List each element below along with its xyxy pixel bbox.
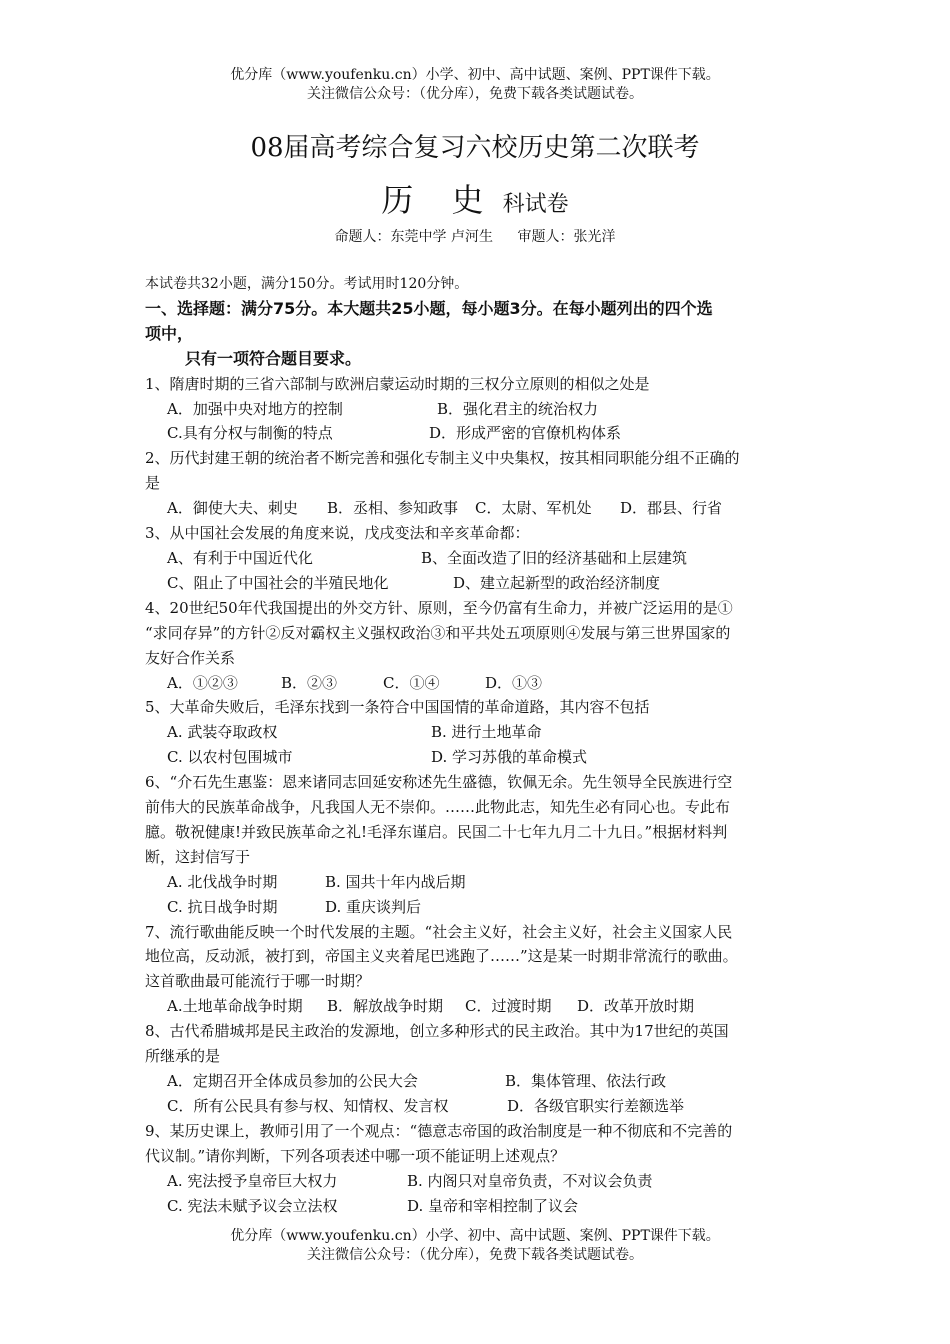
- question-3-stem: 3、从中国社会发展的角度来说，戊戌变法和辛亥革命都：: [145, 524, 530, 543]
- q7-option-c: C．过渡时期: [465, 997, 552, 1016]
- question-9-options-row-2: [145, 1194, 810, 1219]
- section-heading-b: 项中，: [145, 323, 194, 343]
- q6-option-a: A. 北伐战争时期: [167, 872, 278, 891]
- q9-option-b: B. 内阁只对皇帝负责，不对议会负责: [407, 1171, 653, 1190]
- question-9-stem-b: 代议制。”请你判断，下列各项表述中哪一项不能证明上述观点？: [145, 1146, 566, 1165]
- q4-option-d: D．①③: [485, 673, 543, 692]
- question-6-stem-c: 臆。敬祝健康!并致民族革命之礼!毛泽东谨启。民国二十七年九月二十九日。”根据材料判: [145, 822, 728, 841]
- reviewer: 审题人：张光洋: [517, 229, 616, 245]
- q5-option-c: C. 以农村包围城市: [167, 748, 293, 767]
- q3-option-d: D、建立起新型的政治经济制度: [453, 573, 661, 592]
- question-4-stem-c: 友好合作关系: [145, 648, 236, 667]
- header-line-2: 关注微信公众号：（优分库），免费下载各类试题试卷。: [307, 86, 643, 102]
- page-footer: [0, 1227, 950, 1265]
- q2-option-c: C．太尉、军机处: [475, 499, 592, 518]
- exam-content: [145, 272, 810, 1218]
- question-3-options-row-1: [145, 546, 810, 571]
- subject-suffix: 科试卷: [502, 192, 569, 217]
- q7-option-b: B．解放战争时期: [327, 997, 444, 1016]
- question-2-options: [145, 496, 810, 521]
- q4-option-b: B．②③: [281, 673, 338, 692]
- section-heading-a: 一、选择题：满分75分。本大题共25小题，每小题3分。在每小题列出的四个选: [145, 298, 713, 318]
- question-1-options-row-1: [145, 397, 810, 422]
- q8-option-a: A．定期召开全体成员参加的公民大会: [167, 1072, 418, 1090]
- q9-option-a: A. 宪法授予皇帝巨大权力: [167, 1171, 338, 1190]
- q6-option-c: C. 抗日战争时期: [167, 897, 278, 916]
- question-2-stem-a: 2、历代封建王朝的统治者不断完善和强化专制主义中央集权，按其相同职能分组不正确的: [145, 449, 740, 468]
- question-9-stem-a: 9、某历史课上，教师引用了一个观点：“德意志帝国的政治制度是一种不彻底和不完善的: [145, 1121, 733, 1140]
- question-6-stem-d: 断，这封信写于: [145, 847, 251, 866]
- q6-option-b: B. 国共十年内战后期: [325, 872, 466, 891]
- header-line-1: 优分库（www.youfenku.cn）小学、初中、高中试题、案例、PPT课件下载。: [230, 67, 720, 83]
- q3-option-b: B、全面改造了旧的经济基础和上层建筑: [421, 548, 688, 567]
- question-5-options-row-2: [145, 745, 810, 770]
- q5-option-a: A. 武装夺取政权: [167, 723, 278, 742]
- section-heading-c: 只有一项符合题目要求。: [185, 348, 362, 368]
- author-line: [0, 228, 950, 246]
- author: 命题人：东莞中学 卢河生: [334, 229, 493, 245]
- q1-option-b: B．强化君主的统治权力: [437, 399, 599, 418]
- question-8-stem-a: 8、古代希腊城邦是民主政治的发源地，创立多种形式的民主政治。其中为17世纪的英国: [145, 1022, 729, 1041]
- q4-option-c: C．①④: [383, 673, 440, 692]
- page-header: [0, 66, 950, 104]
- q3-option-c: C、阻止了中国社会的半殖民地化: [167, 573, 389, 592]
- q5-option-d: D. 学习苏俄的革命模式: [431, 748, 588, 767]
- question-6-stem-b: 前伟大的民族革命战争，凡我国人无不崇仰。……此物此志，知先生必有同心也。专此布: [145, 798, 731, 817]
- question-8-options-row-1: [145, 1069, 810, 1094]
- q1-option-c: C.具有分权与制衡的特点: [167, 424, 333, 443]
- q1-option-a: A．加强中央对地方的控制: [167, 399, 343, 418]
- q9-option-d: D. 皇帝和宰相控制了议会: [407, 1196, 579, 1215]
- question-9-options-row-1: [145, 1169, 810, 1194]
- question-5-stem: 5、大革命失败后，毛泽东找到一条符合中国国情的革命道路，其内容不包括: [145, 698, 650, 717]
- question-7-options: [145, 994, 810, 1019]
- exam-title: 08届高考综合复习六校历史第二次联考: [250, 133, 700, 163]
- q5-option-b: B. 进行土地革命: [431, 723, 542, 742]
- q8-option-c: C．所有公民具有参与权、知情权、发言权: [167, 1096, 449, 1115]
- q6-option-d: D. 重庆谈判后: [325, 897, 422, 916]
- q8-option-d: D．各级官职实行差额选举: [507, 1096, 685, 1115]
- q2-option-b: B．丞相、参知政事: [327, 499, 459, 518]
- q8-option-b: B．集体管理、依法行政: [505, 1072, 667, 1090]
- question-6-options-row-1: [145, 870, 810, 895]
- question-1-options-row-2: [145, 421, 810, 446]
- question-2-stem-b: 是: [145, 474, 161, 493]
- question-5-options-row-1: [145, 720, 810, 745]
- exam-subject: [0, 180, 950, 226]
- question-4-stem-b: “求同存异”的方针②反对霸权主义强权政治③和平共处五项原则④发展与第三世界国家的: [145, 623, 731, 642]
- question-4-stem-a: 4、20世纪50年代我国提出的外交方针、原则，至今仍富有生命力，并被广泛运用的是①: [145, 598, 733, 617]
- footer-line-2: 关注微信公众号：（优分库），免费下载各类试题试卷。: [307, 1247, 643, 1263]
- question-8-options-row-2: [145, 1094, 810, 1119]
- question-3-options-row-2: [145, 571, 810, 596]
- exam-intro: 本试卷共32小题，满分150分。考试用时120分钟。: [145, 276, 469, 292]
- q4-option-a: A．①②③: [167, 673, 238, 692]
- question-6-options-row-2: [145, 895, 810, 920]
- q2-option-d: D．郡县、行省: [620, 499, 723, 518]
- q2-option-a: A．御使大夫、刺史: [167, 499, 298, 518]
- question-7-stem-b: 地位高，反动派，被打到，帝国主义夹着尾巴逃跑了……”这是某一时期非常流行的歌曲。: [145, 947, 738, 966]
- question-8-stem-b: 所继承的是: [145, 1047, 221, 1066]
- question-6-stem-a: 6、“介石先生惠鉴：恩来诸同志回延安称述先生盛德，钦佩无余。先生领导全民族进行空: [145, 773, 733, 792]
- question-7-stem-a: 7、流行歌曲能反映一个时代发展的主题。“社会主义好，社会主义好，社会主义国家人民: [145, 922, 733, 941]
- q9-option-c: C. 宪法未赋予议会立法权: [167, 1196, 338, 1215]
- q3-option-a: A、有利于中国近代化: [167, 548, 313, 567]
- subject-name: 历 史: [381, 181, 498, 219]
- q7-option-a: A.土地革命战争时期: [167, 997, 303, 1016]
- q1-option-d: D．形成严密的官僚机构体系: [429, 424, 622, 443]
- q7-option-d: D．改革开放时期: [577, 997, 695, 1016]
- question-7-stem-c: 这首歌曲最可能流行于哪一时期？: [145, 972, 371, 991]
- question-4-options: [145, 671, 810, 696]
- footer-line-1: 优分库（www.youfenku.cn）小学、初中、高中试题、案例、PPT课件下载。: [230, 1228, 720, 1244]
- question-1-stem: 1、隋唐时期的三省六部制与欧洲启蒙运动时期的三权分立原则的相似之处是: [145, 374, 650, 393]
